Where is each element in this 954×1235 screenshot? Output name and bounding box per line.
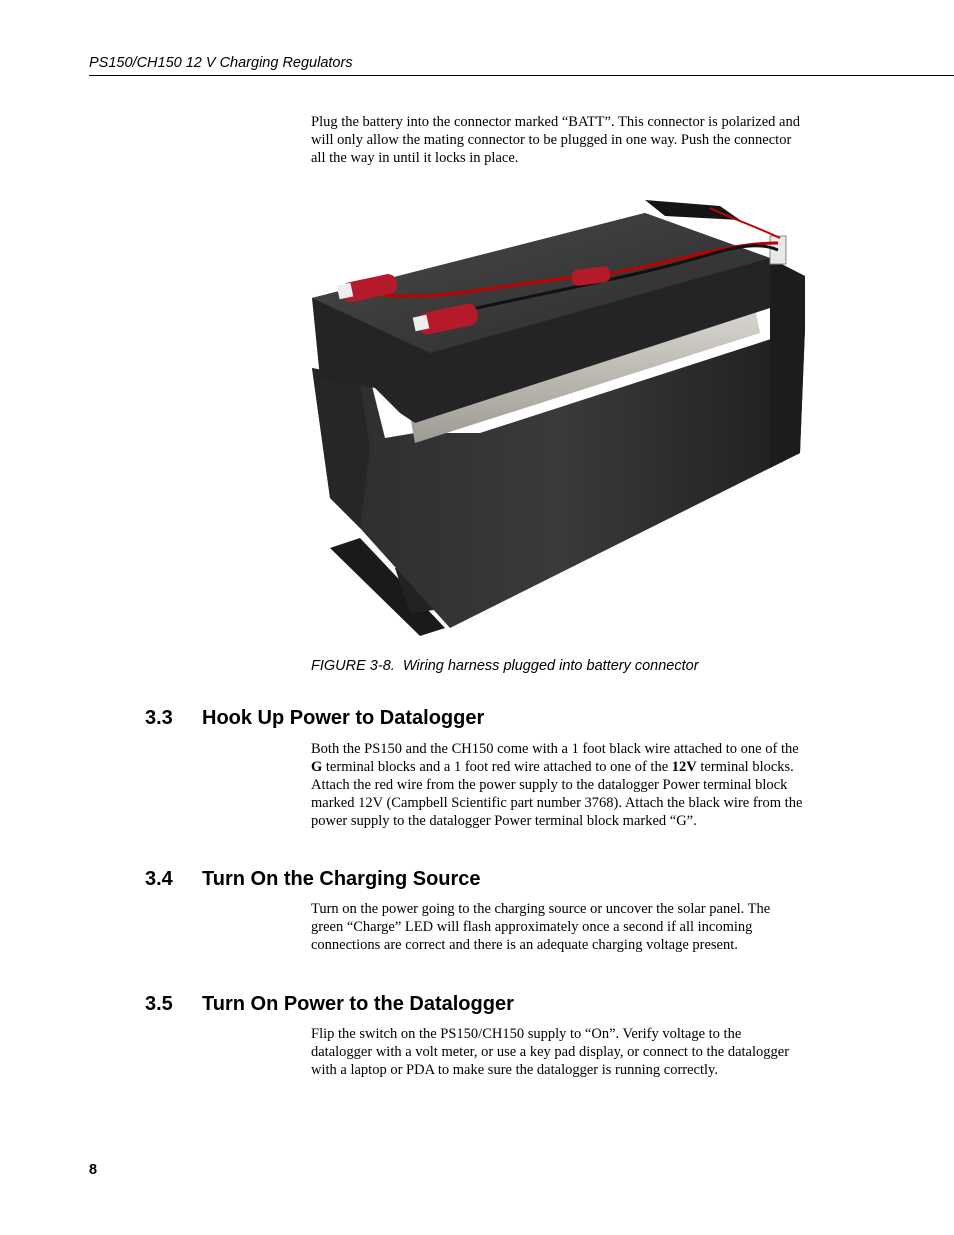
battery-case-side [312,368,370,528]
section-heading-3-5 [145,992,514,1016]
regulator-box [645,200,740,220]
bold-term: 12V [671,759,697,775]
header-title: PS150/CH150 12 V Charging Regulators [89,55,353,71]
figure-caption-label: FIGURE 3-8. [311,658,395,674]
text-run: terminal blocks. Attach the red wire from the power supply to the datalogger Power terminal block marked 12V (Campbell Scientific part number 3768). Attach the black wire from the power supply to the datalogger Power terminal block marked “G”. [311,759,803,829]
battery-end-cap [770,258,805,468]
section-heading-3-4 [145,867,481,891]
section-3-4-paragraph: Turn on the power going to the charging source or uncover the solar panel. The green “Charge” LED will flash approximately once a second if all incoming connections are correct and there is an adequate charging voltage present. [311,901,771,953]
section-number: 3.3 [145,707,173,729]
section-title: Hook Up Power to Datalogger [202,707,485,729]
section-number: 3.5 [145,993,173,1015]
section-heading-3-3 [145,706,484,730]
section-title: Turn On Power to the Datalogger [202,993,514,1015]
section-title: Turn On the Charging Source [202,868,481,890]
text-run: Both the PS150 and the CH150 come with a 1 foot black wire attached to one of the [311,741,799,757]
battery-illustration [300,188,820,643]
section-3-5-paragraph: Flip the switch on the PS150/CH150 supply to “On”. Verify voltage to the datalogger with a volt meter, or use a key pad display, or connect to the datalogger with a laptop or PDA to make sure the datalogger is running correctly. [311,1026,790,1078]
running-header [89,55,954,76]
red-wire-short [710,208,780,238]
section-number: 3.4 [145,868,173,890]
figure-caption-text: Wiring harness plugged into battery connector [402,658,699,674]
page-number: 8 [89,1162,98,1178]
battery-figure [300,188,820,643]
bold-term: G [311,759,323,775]
text-run: terminal blocks and a 1 foot red wire attached to one of the [322,759,672,775]
section-3-3-paragraph [311,740,806,830]
intro-paragraph: Plug the battery into the connector marked “BATT”. This connector is polarized and will only allow the mating connector to be plugged in one way. Push the connector all the way in until it locks in place. [311,114,800,166]
figure-caption [311,658,699,674]
